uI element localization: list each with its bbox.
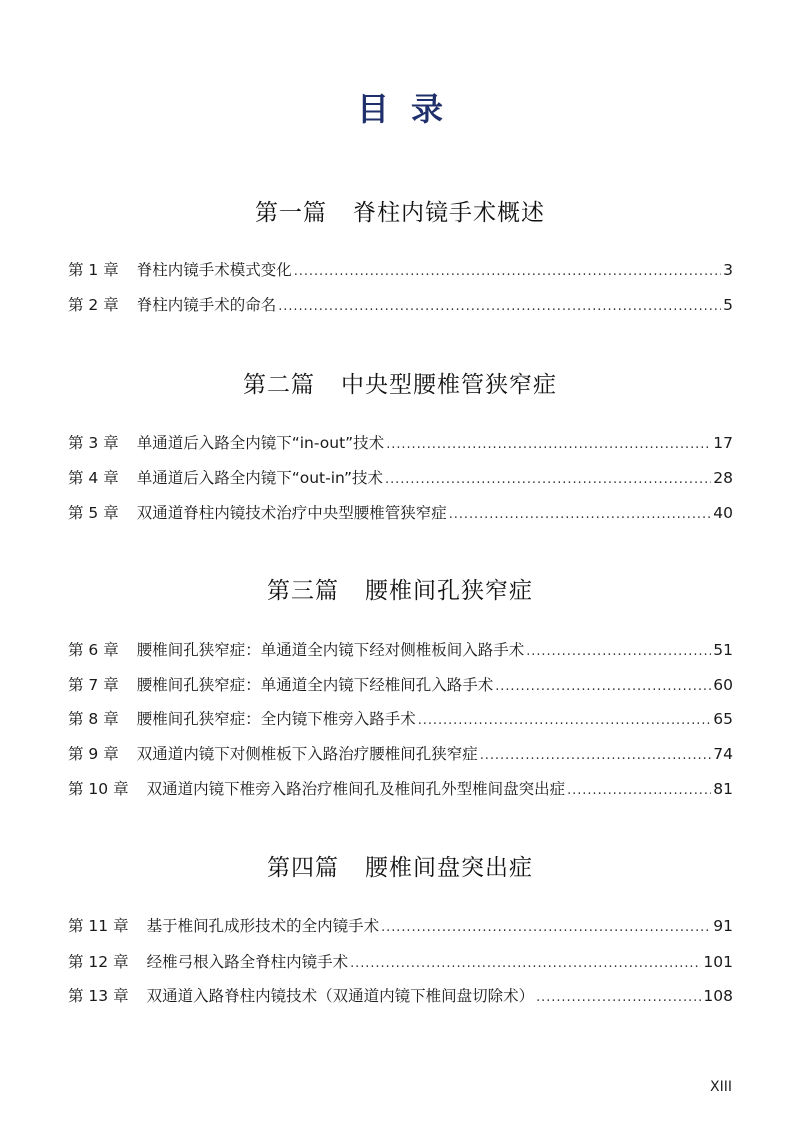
toc-entry[interactable] bbox=[68, 639, 733, 661]
chapter-title: 单通道后入路全内镜下“out-in”技术 bbox=[136, 469, 384, 487]
page-number: 108 bbox=[703, 987, 733, 1005]
toc-entry[interactable] bbox=[68, 467, 733, 489]
chapter-title: 经椎弓根入路全脊柱内镜手术 bbox=[146, 953, 349, 971]
dot-leader bbox=[449, 506, 712, 524]
dot-leader bbox=[386, 436, 711, 454]
dot-leader bbox=[536, 989, 701, 1007]
dot-leader bbox=[567, 782, 711, 800]
chapter-title: 双通道入路脊柱内镜技术（双通道内镜下椎间盘切除术） bbox=[146, 987, 535, 1005]
dot-leader bbox=[526, 643, 711, 661]
toc-entry[interactable] bbox=[68, 708, 733, 730]
chapter-number: 第 5 章 bbox=[68, 504, 119, 522]
page-number: 101 bbox=[703, 953, 733, 971]
part-heading bbox=[0, 849, 800, 882]
chapter-number: 第 7 章 bbox=[68, 676, 119, 694]
page-number: 60 bbox=[713, 676, 733, 694]
page-number: 5 bbox=[723, 296, 733, 314]
chapter-number: 第 8 章 bbox=[68, 710, 119, 728]
part-name: 脊柱内镜手术概述 bbox=[353, 200, 545, 226]
page-number: 51 bbox=[713, 641, 733, 659]
page-number: 81 bbox=[713, 780, 733, 798]
chapter-title: 腰椎间孔狭窄症：单通道全内镜下经对侧椎板间入路手术 bbox=[136, 641, 525, 659]
toc-entry[interactable] bbox=[68, 915, 733, 937]
dot-leader bbox=[480, 747, 712, 765]
toc-entry[interactable] bbox=[68, 259, 733, 281]
chapter-number: 第 1 章 bbox=[68, 261, 119, 279]
part-name: 腰椎间盘突出症 bbox=[365, 855, 533, 881]
chapter-title: 基于椎间孔成形技术的全内镜手术 bbox=[146, 917, 380, 935]
chapter-number: 第 3 章 bbox=[68, 434, 119, 452]
dot-leader bbox=[278, 298, 721, 316]
dot-leader bbox=[495, 678, 711, 696]
part-heading bbox=[0, 366, 800, 399]
toc-entry[interactable] bbox=[68, 674, 733, 696]
page-number: 91 bbox=[713, 917, 733, 935]
part-name: 中央型腰椎管狭窄症 bbox=[341, 372, 557, 398]
toc-entry[interactable] bbox=[68, 743, 733, 765]
chapter-number: 第 6 章 bbox=[68, 641, 119, 659]
page-number: 17 bbox=[713, 434, 733, 452]
page-number: 40 bbox=[713, 504, 733, 522]
toc-entry[interactable] bbox=[68, 294, 733, 316]
part-number: 第四篇 bbox=[267, 855, 339, 881]
part-heading bbox=[0, 572, 800, 605]
page-number: 3 bbox=[723, 261, 733, 279]
page-number: 28 bbox=[713, 469, 733, 487]
chapter-title: 双通道脊柱内镜技术治疗中央型腰椎管狭窄症 bbox=[136, 504, 447, 522]
toc-entry[interactable] bbox=[68, 502, 733, 524]
page-folio: XIII bbox=[710, 1079, 732, 1095]
part-number: 第三篇 bbox=[267, 578, 339, 604]
chapter-title: 腰椎间孔狭窄症：全内镜下椎旁入路手术 bbox=[136, 710, 416, 728]
chapter-number: 第 9 章 bbox=[68, 745, 119, 763]
dot-leader bbox=[418, 712, 712, 730]
chapter-title: 脊柱内镜手术模式变化 bbox=[136, 261, 292, 279]
chapter-number: 第 10 章 bbox=[68, 780, 129, 798]
chapter-number: 第 12 章 bbox=[68, 953, 129, 971]
part-name: 腰椎间孔狭窄症 bbox=[365, 578, 533, 604]
dot-leader bbox=[385, 471, 711, 489]
chapter-number: 第 13 章 bbox=[68, 987, 129, 1005]
chapter-number: 第 4 章 bbox=[68, 469, 119, 487]
chapter-title: 双通道内镜下对侧椎板下入路治疗腰椎间孔狭窄症 bbox=[136, 745, 478, 763]
chapter-number: 第 2 章 bbox=[68, 296, 119, 314]
part-number: 第一篇 bbox=[255, 200, 327, 226]
chapter-number: 第 11 章 bbox=[68, 917, 129, 935]
page-number: 74 bbox=[713, 745, 733, 763]
dot-leader bbox=[381, 919, 711, 937]
page-title: 目录 bbox=[356, 90, 465, 128]
toc-entry[interactable] bbox=[68, 432, 733, 454]
dot-leader bbox=[294, 263, 721, 281]
chapter-title: 单通道后入路全内镜下“in-out”技术 bbox=[136, 434, 385, 452]
chapter-title: 双通道内镜下椎旁入路治疗椎间孔及椎间孔外型椎间盘突出症 bbox=[146, 780, 566, 798]
toc-entry[interactable] bbox=[68, 951, 733, 973]
dot-leader bbox=[350, 955, 701, 973]
part-heading bbox=[0, 194, 800, 227]
page-number: 65 bbox=[713, 710, 733, 728]
toc-entry[interactable] bbox=[68, 778, 733, 800]
toc-entry[interactable] bbox=[68, 985, 733, 1007]
chapter-title: 腰椎间孔狭窄症：单通道全内镜下经椎间孔入路手术 bbox=[136, 676, 494, 694]
part-number: 第二篇 bbox=[243, 372, 315, 398]
chapter-title: 脊柱内镜手术的命名 bbox=[136, 296, 277, 314]
